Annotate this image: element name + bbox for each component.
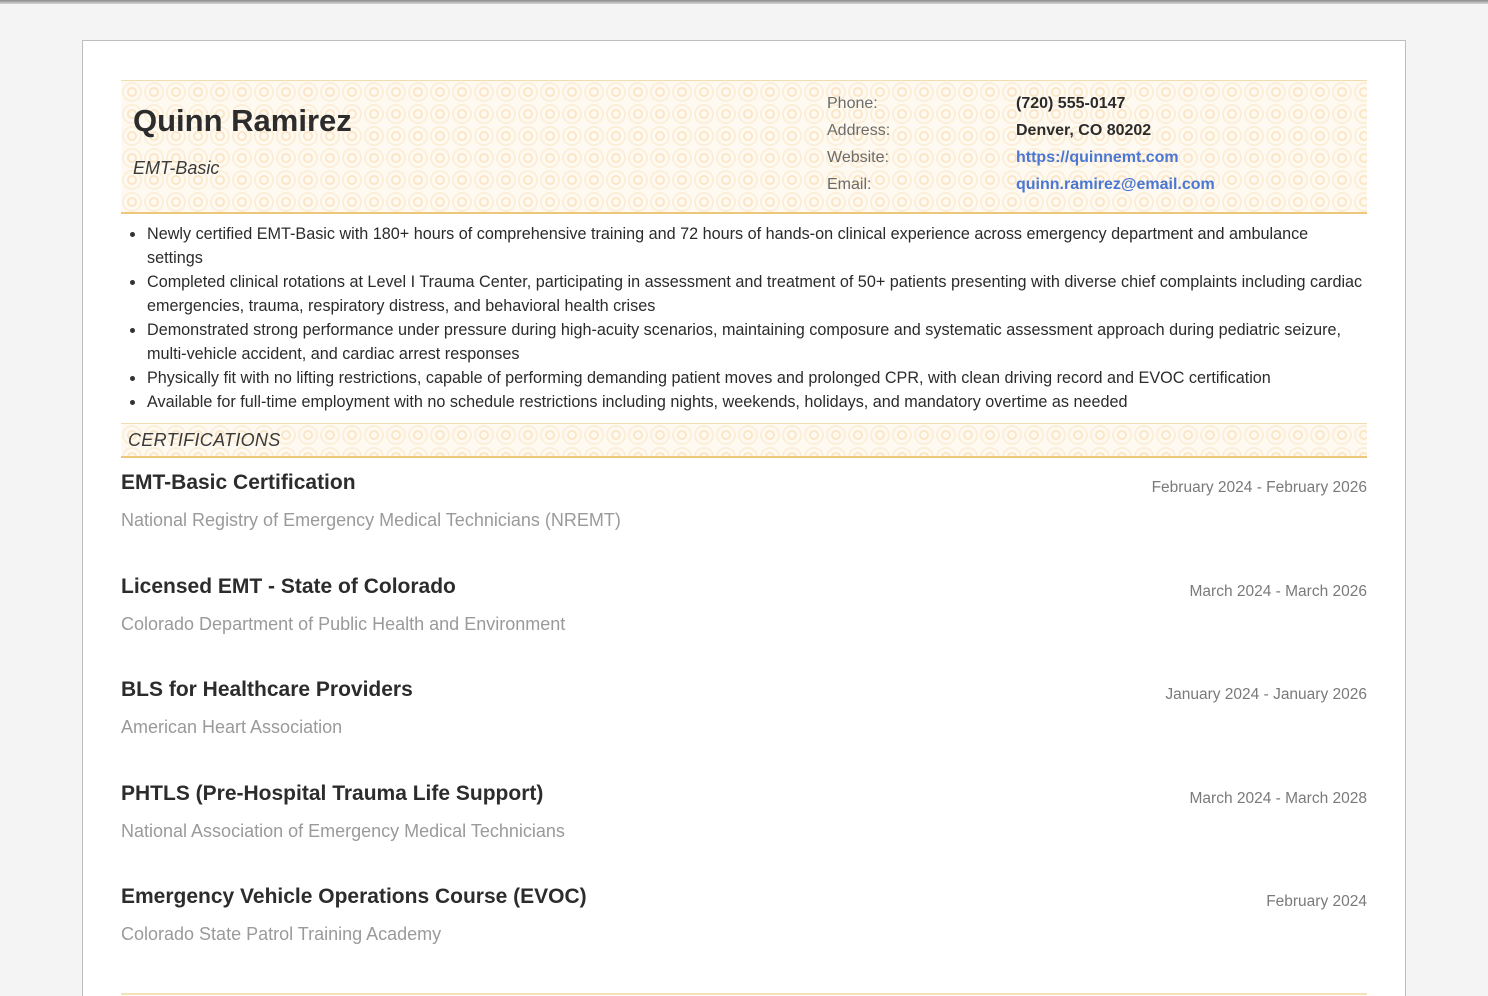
summary-item: Newly certified EMT-Basic with 180+ hours of comprehensive training and 72 hours of hands-on clinical experience across emergency department and ambulance settings [121,222,1367,270]
resume-page [82,40,1406,996]
certification-entry [121,562,1367,666]
summary-item: Completed clinical rotations at Level I Trauma Center, participating in assessment and treatment of 50+ patients presenting with diverse chief complaints including cardiac emergencies, trauma, respiratory distress, and behavioral health crises [121,270,1367,318]
certification-entry [121,872,1367,976]
address-value: Denver, CO 80202 [1016,122,1152,139]
certification-date: March 2024 - March 2026 [1189,582,1367,600]
resume-content [121,80,1367,976]
contact-label: Website: [827,149,889,166]
contact-label: Address: [827,122,891,139]
next-section-divider [121,993,1367,995]
certification-name: Licensed EMT - State of Colorado [121,574,456,598]
certification-entry [121,769,1367,873]
certification-date: January 2024 - January 2026 [1165,686,1367,703]
certifications-list [121,458,1367,976]
certification-date: March 2024 - March 2028 [1189,789,1367,807]
certification-issuer: Colorado Department of Public Health and Environment [121,613,566,634]
contact-block [827,95,1347,203]
website-link[interactable]: https://quinnemt.com [1016,149,1179,166]
section-title: CERTIFICATIONS [128,430,281,450]
summary-item: Demonstrated strong performance under pressure during high-acuity scenarios, maintaining composure and systematic assessment approach during pediatric seizure, multi-vehicle accident, and cardiac arrest responses [121,318,1367,366]
certification-name: PHTLS (Pre-Hospital Trauma Life Support) [121,781,544,805]
certification-name: EMT-Basic Certification [121,471,356,494]
candidate-title: EMT-Basic [133,158,220,178]
certification-issuer: American Heart Association [121,717,343,737]
phone-value: (720) 555-0147 [1016,95,1126,112]
certification-name: BLS for Healthcare Providers [121,678,413,701]
contact-label: Phone: [827,95,878,112]
summary-item: Available for full-time employment with no schedule restrictions including nights, weekends, holidays, and mandatory overtime as needed [121,390,1367,414]
window-top-shadow [0,0,1488,4]
certification-name: Emergency Vehicle Operations Course (EVOC) [121,885,587,908]
certification-issuer: Colorado State Patrol Training Academy [121,924,442,944]
certification-date: February 2024 - February 2026 [1151,479,1367,496]
certification-entry [121,458,1367,562]
certification-issuer: National Registry of Emergency Medical Technicians (NREMT) [121,510,621,530]
resume-header [121,80,1367,214]
email-link[interactable]: quinn.ramirez@email.com [1016,176,1215,193]
contact-website-row [827,149,1347,176]
contact-email-row [827,176,1347,203]
contact-label: Email: [827,176,872,193]
summary-item: Physically fit with no lifting restrictions, capable of performing demanding patient moves and prolonged CPR, with clean driving record and EVOC certification [121,366,1367,390]
summary-list [121,222,1367,414]
certifications-section-header [121,423,1367,458]
certification-entry [121,665,1367,769]
contact-phone-row [827,95,1347,122]
certification-issuer: National Association of Emergency Medical Technicians [121,820,565,841]
certification-date: February 2024 [1266,893,1367,910]
candidate-name: Quinn Ramirez [133,103,352,138]
contact-address-row [827,122,1347,149]
